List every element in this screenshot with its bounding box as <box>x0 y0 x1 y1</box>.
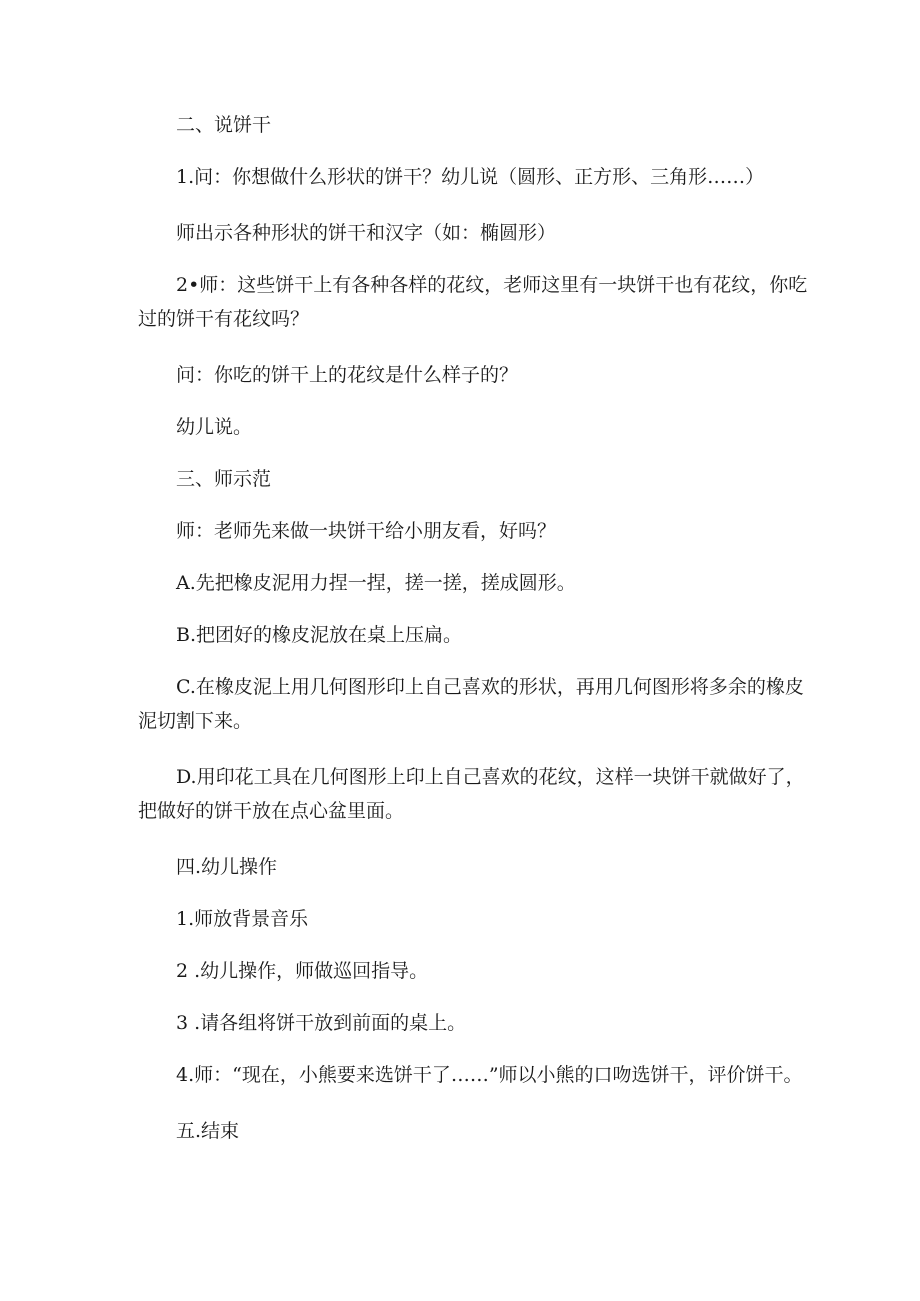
paragraph: 1.问：你想做什么形状的饼干？幼儿说（圆形、正方形、三角形……） <box>176 166 765 188</box>
paragraph: 2 .幼儿操作，师做巡回指导。 <box>176 960 429 982</box>
paragraph: 幼儿说。 <box>176 416 253 438</box>
document-body <box>138 108 808 1166</box>
paragraph: 师：老师先来做一块饼干给小朋友看，好吗？ <box>176 520 557 542</box>
section-heading-4: 四.幼儿操作 <box>176 856 278 878</box>
paragraph: 1.师放背景音乐 <box>176 908 309 930</box>
step-c: C.在橡皮泥上用几何图形印上自己喜欢的形状，再用几何图形将多余的橡皮泥切割下来。 <box>138 676 804 732</box>
section-heading-3: 三、师示范 <box>176 468 272 490</box>
step-a: A.先把橡皮泥用力捏一捏，搓一搓，搓成圆形。 <box>176 572 576 594</box>
section-heading-2: 二、说饼干 <box>176 114 272 136</box>
paragraph: 师出示各种形状的饼干和汉字（如：椭圆形） <box>176 222 557 244</box>
paragraph: 4.师：“现在，小熊要来选饼干了……”师以小熊的口吻选饼干，评价饼干。 <box>176 1064 803 1086</box>
step-b: B.把团好的橡皮泥放在桌上压扁。 <box>176 624 463 646</box>
paragraph: 3 .请各组将饼干放到前面的桌上。 <box>176 1012 467 1034</box>
section-heading-5: 五.结束 <box>176 1120 240 1142</box>
paragraph: 2•师：这些饼干上有各种各样的花纹，老师这里有一块饼干也有花纹，你吃过的饼干有花纹吗？ <box>138 274 808 330</box>
step-d: D.用印花工具在几何图形上印上自己喜欢的花纹，这样一块饼干就做好了，把做好的饼干放在点心盆里面。 <box>138 766 805 822</box>
paragraph: 问：你吃的饼干上的花纹是什么样子的？ <box>176 364 519 386</box>
